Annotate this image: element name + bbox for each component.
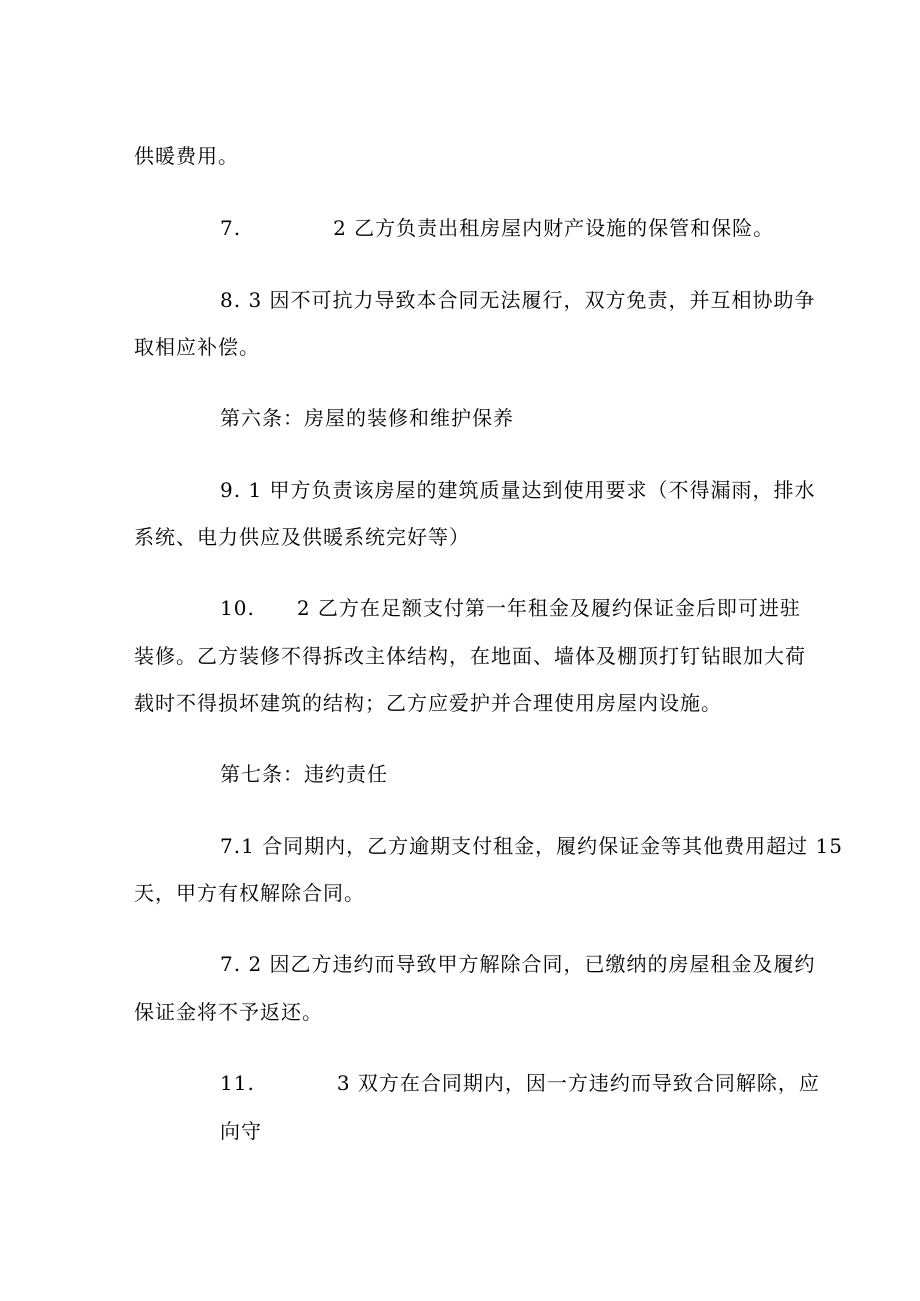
clause-7-2 (220, 218, 774, 238)
clause-number: 7. (220, 216, 242, 240)
paragraph-line: 保证金将不予返还。 (134, 1000, 323, 1024)
clause-11-3 (220, 1073, 820, 1093)
clause-text: 2 乙方在足额支付第一年租金及履约保证金后即可进驻 (296, 596, 801, 620)
paragraph-line: 9. 1 甲方负责该房屋的建筑质量达到使用要求（不得漏雨，排水 (220, 478, 816, 502)
clause-text: 2 乙方负责出租房屋内财产设施的保管和保险。 (333, 216, 775, 240)
paragraph-line: 7. 2 因乙方违约而导致甲方解除合同，已缴纳的房屋租金及履约 (220, 952, 816, 976)
paragraph-line: 天，甲方有权解除合同。 (134, 881, 365, 905)
clause-10-2 (220, 598, 801, 618)
paragraph-line: 7.1 合同期内，乙方逾期支付租金，履约保证金等其他费用超过 15 (220, 834, 843, 858)
paragraph-line: 系统、电力供应及供暖系统完好等） (134, 525, 470, 549)
paragraph-line: 向守 (220, 1119, 262, 1143)
clause-text: 3 双方在合同期内，因一方违约而导致合同解除，应 (336, 1071, 820, 1095)
clause-number: 10. (220, 596, 255, 620)
paragraph-line: 装修。乙方装修不得拆改主体结构，在地面、墙体及棚顶打钉钻眼加大荷 (134, 644, 806, 668)
paragraph-line: 供暖费用。 (134, 144, 239, 168)
section-heading-7: 第七条：违约责任 (220, 762, 388, 786)
paragraph-line: 8. 3 因不可抗力导致本合同无法履行，双方免责，并互相协助争 (220, 288, 816, 312)
paragraph-line: 取相应补偿。 (134, 335, 260, 359)
clause-number: 11. (220, 1071, 255, 1095)
paragraph-line: 载时不得损坏建筑的结构；乙方应爱护并合理使用房屋内设施。 (134, 691, 722, 715)
section-heading-6: 第六条：房屋的装修和维护保养 (220, 406, 514, 430)
